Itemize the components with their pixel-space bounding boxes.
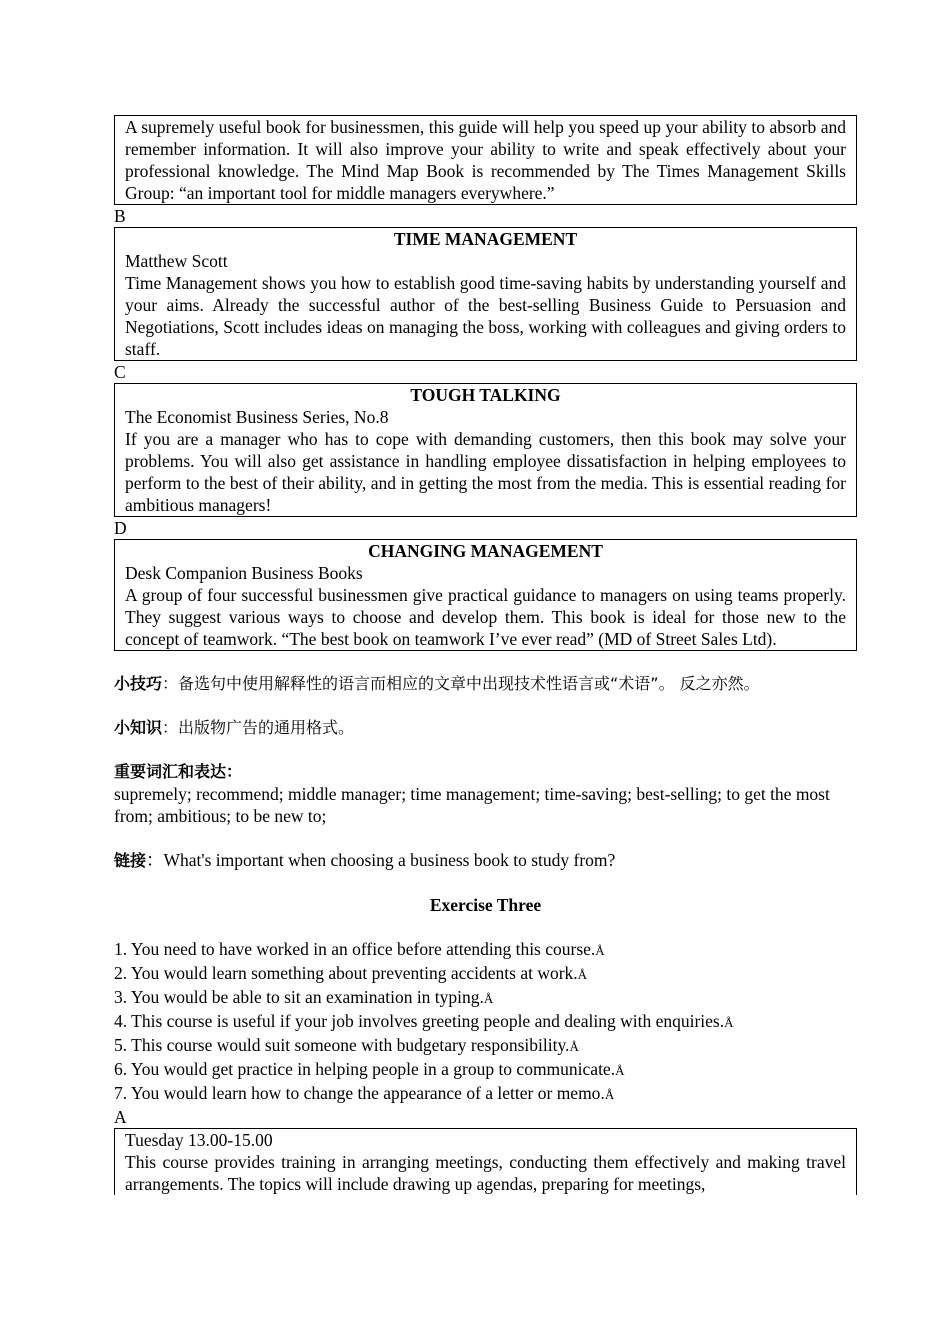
knowledge-text: ：出版物广告的通用格式。 [162,718,355,737]
book-c-title: TOUGH TALKING [410,385,561,405]
book-box-a [114,115,857,205]
book-c-label: C [114,362,126,382]
exercise-item: 6. You would get practice in helping people in a group to communicate.Å [114,1059,625,1079]
answer-mark: Å [577,967,588,982]
knowledge-paragraph [114,717,857,739]
book-c-description: If you are a manager who has to cope with demanding customers, then this book may solve your problems. You will also get assistance in handling employee dissatisfaction in helping employees to perform to the best of their ability, and in getting the most from the media. This is essential reading for ambitious managers! [125,429,846,515]
vocab-text: supremely; recommend; middle manager; time management; time-saving; best-selling; to get the most from; ambitious; to be new to; [114,784,830,826]
answer-mark: Å [724,1015,734,1030]
answer-mark: Å [615,1063,625,1078]
book-box-b [114,227,857,361]
course-a-time: Tuesday 13.00-15.00 [125,1130,273,1150]
answer-mark: Å [595,943,605,958]
book-b-title: TIME MANAGEMENT [393,229,578,249]
exercise-item: 3. You would be able to sit an examination in typing.Å [114,987,494,1007]
exercise-item: 4. This course is useful if your job involves greeting people and dealing with enquiries.Å [114,1011,734,1031]
book-d-label: D [114,518,127,538]
knowledge-heading: 小知识 [114,718,163,737]
exercise-item: 1. You need to have worked in an office before attending this course.Å [114,939,605,959]
course-a-description: This course provides training in arranging meetings, conducting them effectively and making travel arrangements. The topics will include drawing up agendas, preparing for meetings, [125,1152,846,1194]
answer-mark: Å [569,1039,579,1054]
exercise-item: 2. You would learn something about preventing accidents at work.Å [114,963,588,983]
course-a-label: A [114,1107,127,1127]
tip-heading: 小技巧 [114,674,163,693]
answer-mark: Å [483,991,494,1006]
book-b-description: Time Management shows you how to establish good time-saving habits by understanding yourself and your aims. Already the successful author of the best-selling Business Guide to Persuasion and Negotiations, Scott includes ideas on managing the boss, working with colleagues and giving orders to staff. [125,273,846,359]
book-a-description: A supremely useful book for businessmen, this guide will help you speed up your ability to absorb and remember information. It will also improve your ability to write and speak effectively about your professional knowledge. The Mind Map Book is recommended by The Times Management Skills Group: “an important tool for middle managers everywhere.” [125,117,846,203]
link-paragraph [114,849,857,872]
book-b-label: B [114,206,126,226]
exercise-list [114,938,857,1106]
document-page [114,115,857,1195]
book-d-title: CHANGING MANAGEMENT [368,541,603,561]
exercise-title: Exercise Three [429,895,542,915]
link-heading: 链接 [114,851,147,870]
book-box-d [114,539,857,651]
book-d-description: A group of four successful businessmen give practical guidance to managers on using teams properly. They suggest various ways to choose and develop them. This book is ideal for those new to the concept of teamwork. “The best book on teamwork I’ve ever read” (MD of Street Sales Ltd). [125,585,846,649]
link-text: ：What's important when choosing a business book to study from? [146,850,616,870]
course-box-a [114,1128,857,1195]
answer-mark: Å [604,1087,615,1102]
book-b-author: Matthew Scott [125,251,228,271]
tip-text: ：备选句中使用解释性的语言而相应的文章中出现技术性语言或“术语”。 反之亦然。 [162,674,760,693]
exercise-item: 7. You would learn how to change the appearance of a letter or memo.Å [114,1083,615,1103]
book-c-author: The Economist Business Series, No.8 [125,407,389,427]
vocab-heading: 重要词汇和表达： [114,762,243,781]
book-box-c [114,383,857,517]
tip-paragraph [114,673,857,695]
exercise-item: 5. This course would suit someone with budgetary responsibility.Å [114,1035,579,1055]
book-d-author: Desk Companion Business Books [125,563,363,583]
